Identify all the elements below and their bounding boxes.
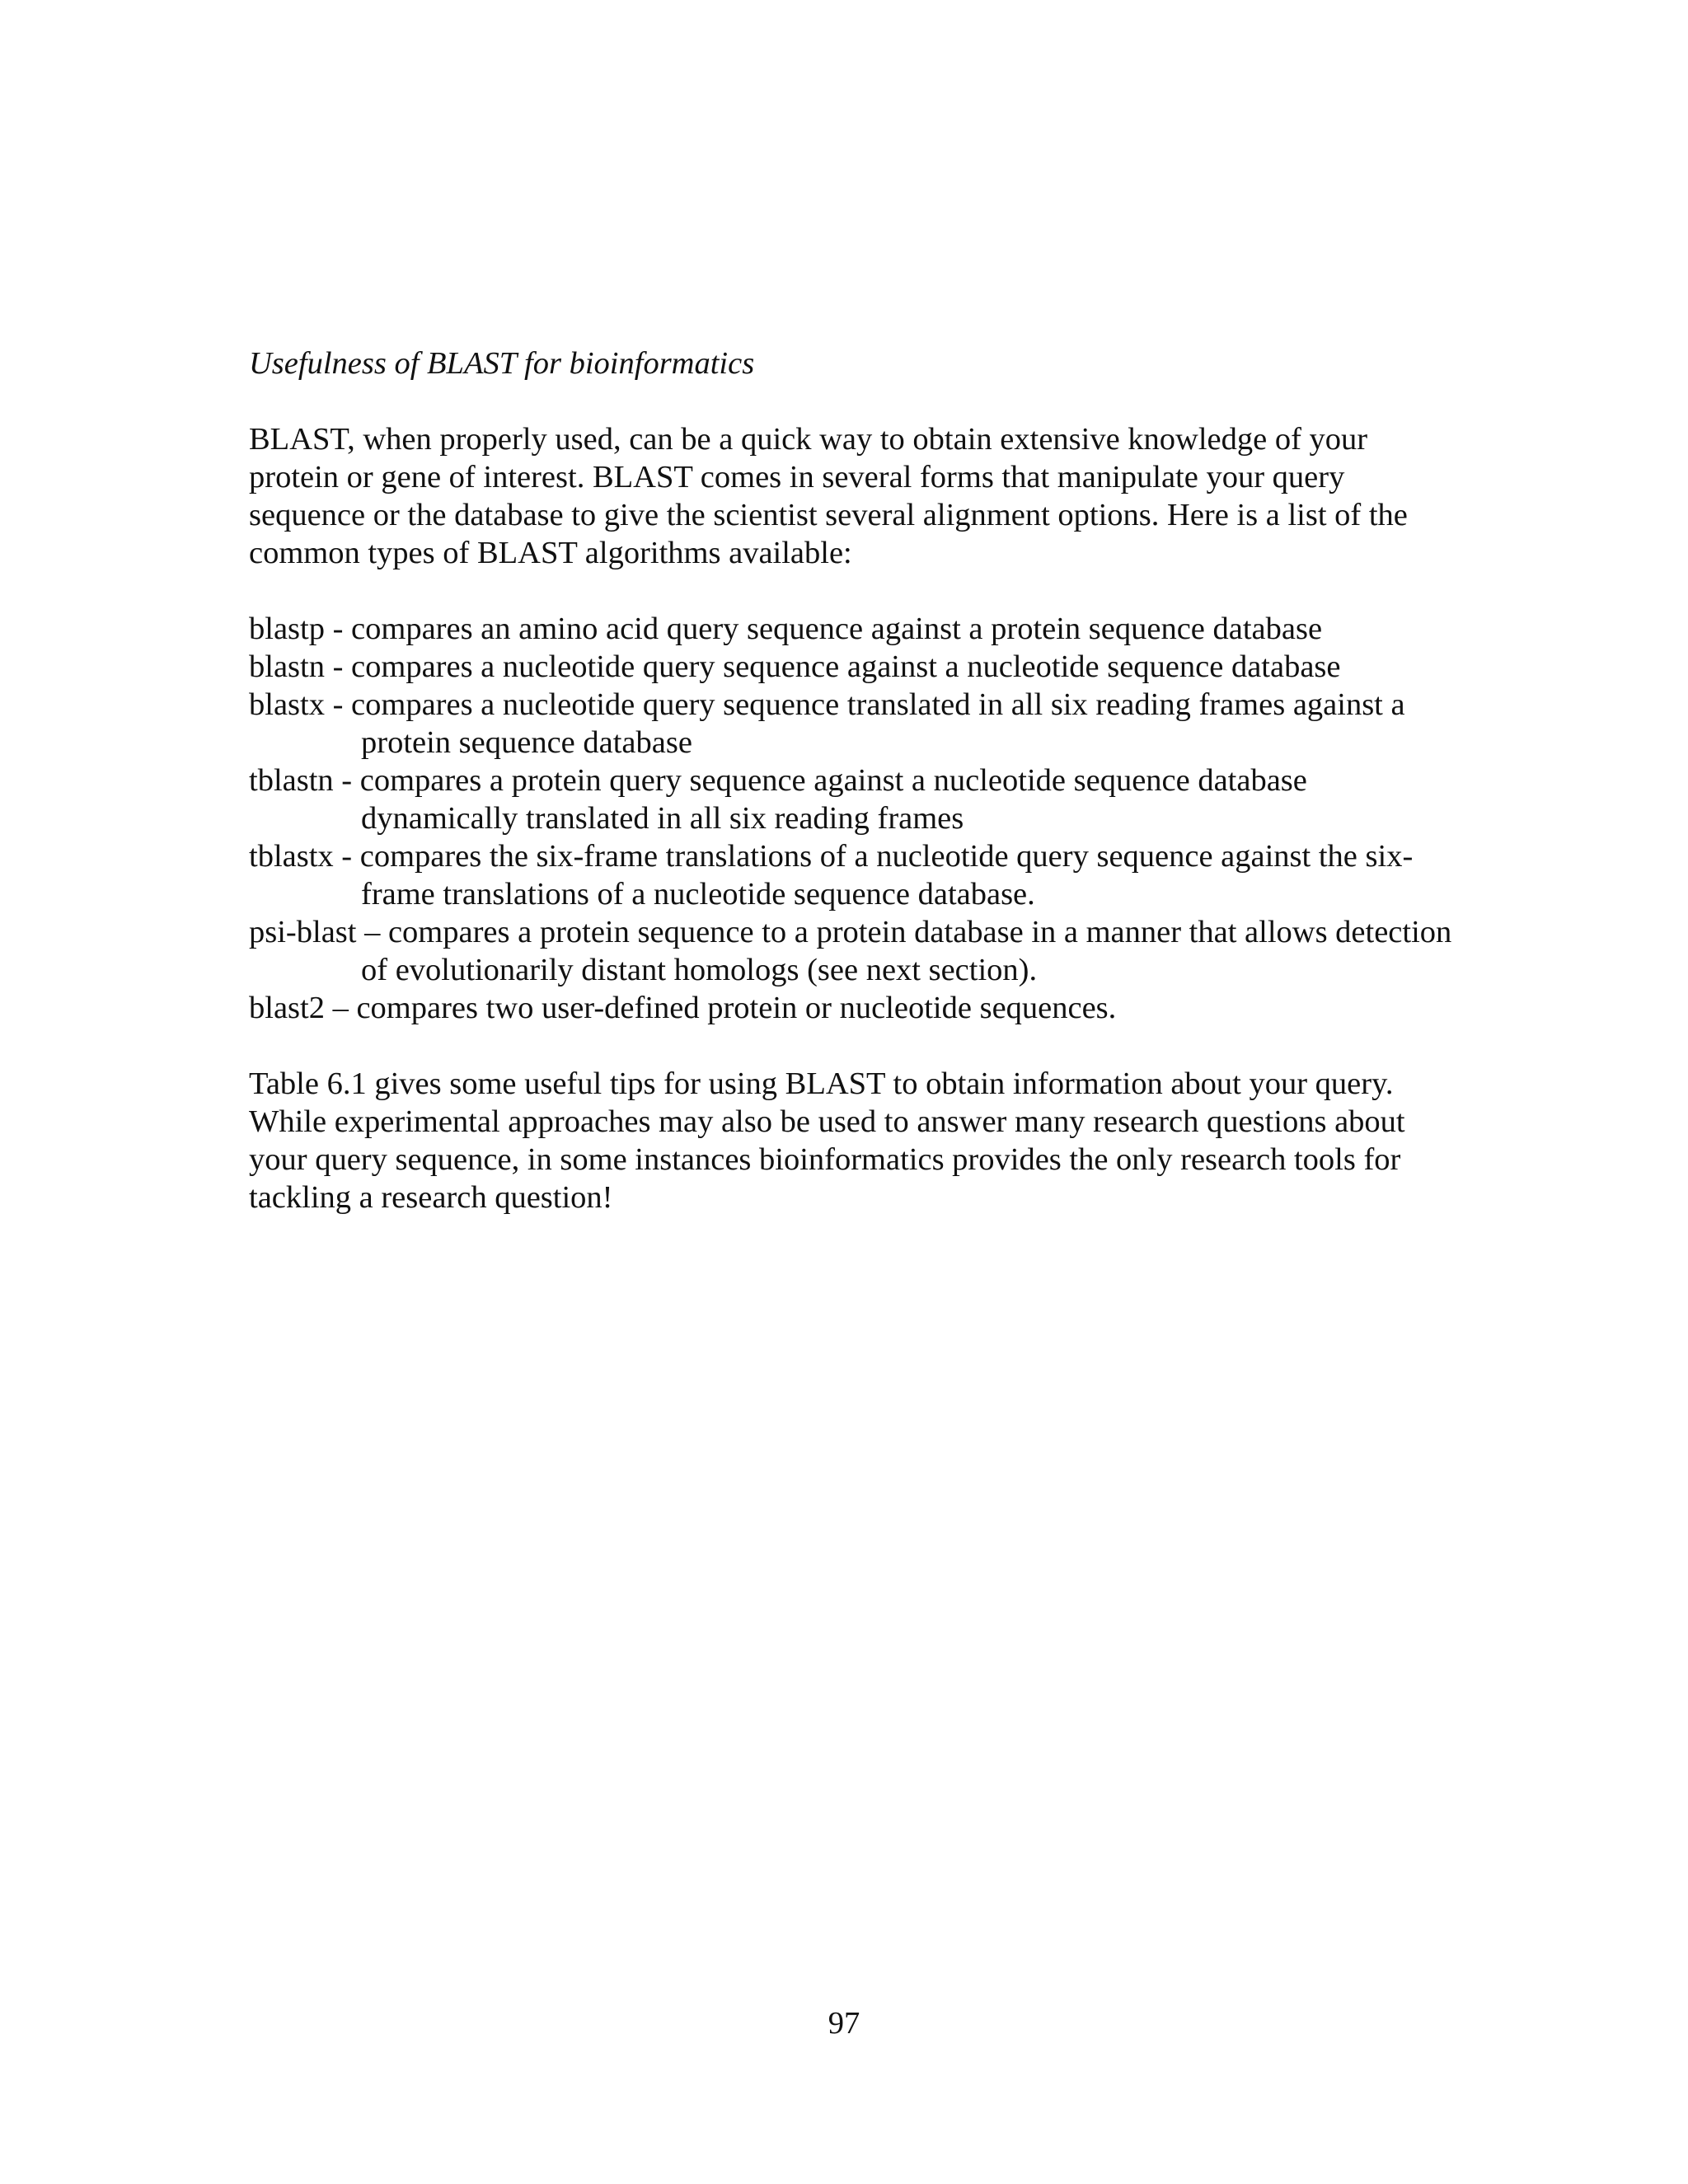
list-item: blastn - compares a nucleotide query sequence against a nucleotide sequence database (249, 649, 1341, 684)
intro-paragraph: BLAST, when properly used, can be a quick way to obtain extensive knowledge of your protein or gene of interest. BLAST comes in several forms that manipulate your query sequence or the database to give the scientist several alignment options. Here is a list of the common types of BLAST algorithms available: (249, 422, 1408, 570)
page-body (249, 344, 1461, 1216)
section-heading: Usefulness of BLAST for bioinformatics (249, 346, 755, 381)
list-item: blast2 – compares two user-defined protein or nucleotide sequences. (249, 991, 1117, 1025)
list-item: tblastx - compares the six-frame translations of a nucleotide query sequence against the six-frame translations of a nucleotide sequence database. (249, 839, 1414, 912)
list-item: tblastn - compares a protein query sequence against a nucleotide sequence database dynamically translated in all six reading frames (249, 763, 1307, 836)
spacer (249, 382, 1461, 420)
closing-paragraph: Table 6.1 gives some useful tips for using BLAST to obtain information about your query. While experimental approaches may also be used to answer many research questions about your query sequence, in some instances bioinformatics provides the only research tools for tackling a research question! (249, 1066, 1405, 1215)
list-item: psi-blast – compares a protein sequence to a protein database in a manner that allows detection of evolutionarily distant homologs (see next section). (249, 915, 1452, 987)
blast-types-list (249, 610, 1461, 1027)
spacer (249, 1027, 1461, 1065)
page-number: 97 (828, 2006, 860, 2041)
list-item: blastx - compares a nucleotide query sequence translated in all six reading frames against a protein sequence database (249, 687, 1405, 760)
list-item: blastp - compares an amino acid query sequence against a protein sequence database (249, 612, 1323, 646)
spacer (249, 572, 1461, 610)
